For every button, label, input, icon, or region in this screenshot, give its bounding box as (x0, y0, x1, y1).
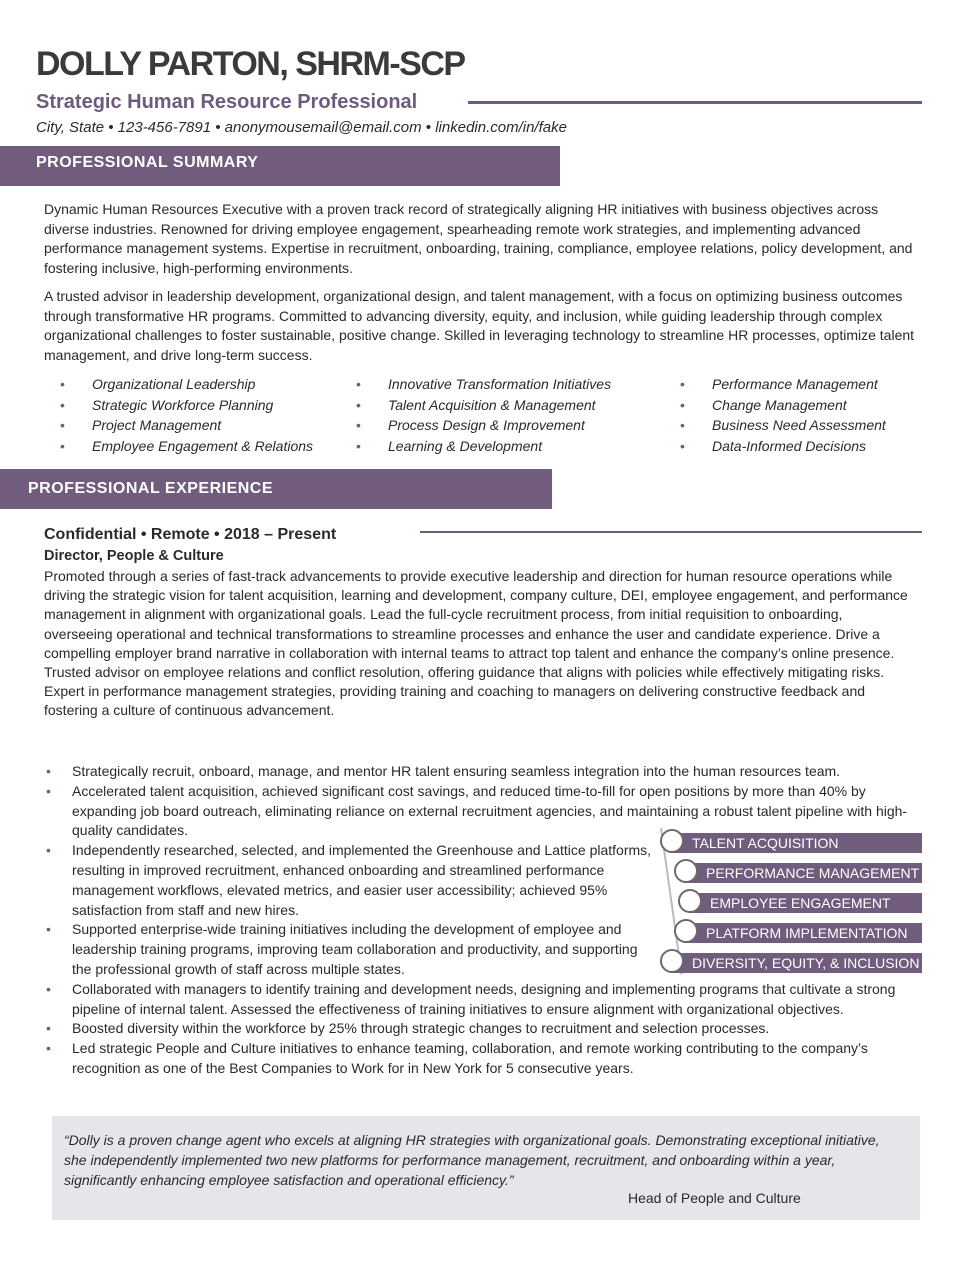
skills-column-1 (60, 374, 313, 456)
timeline-node-icon (660, 949, 684, 973)
achievement-item: • Accelerated talent acquisition, achieved significant cost savings, and reduced time-to-fill for open positions by more than 40% by expanding job board outreach, eliminating reliance on external recruitment agencies, and maintaining a robust talent pipeline with high-quality candidates. (46, 782, 922, 841)
title-divider (468, 101, 922, 104)
job-company-line: Confidential • Remote • 2018 – Present (44, 526, 337, 543)
skills-column-2 (356, 374, 611, 456)
achievement-item: • Collaborated with managers to identify training and development needs, designing and implementing programs that cultivate a strong pipeline of internal talent. Assessed the effectiveness of training initiatives to ensure alignment with organizational objectives. (46, 980, 922, 1020)
achievement-item: • Independently researched, selected, and implemented the Greenhouse and Lattice platforms, resulting in improved recruitment, enhanced onboarding and streamlined performance management workflows, elevated metrics, and easier user accessibility; achieved 95% satisfaction from staff and new hires. (46, 841, 652, 920)
skill-item: • Data-Informed Decisions (680, 436, 886, 457)
candidate-name: DOLLY PARTON, SHRM-SCP (36, 45, 465, 83)
skill-item: • Talent Acquisition & Management (356, 395, 611, 416)
timeline-item (660, 952, 922, 974)
professional-title: Strategic Human Resource Professional (36, 91, 418, 113)
timeline-label: PLATFORM IMPLEMENTATION (684, 923, 922, 943)
timeline-node-icon (674, 919, 698, 943)
testimonial-quote: “Dolly is a proven change agent who excels at aligning HR strategies with organizational goals. Demonstrating exceptional initiative, she independently implemented two new platforms for performance management, recruitment, and onboarding within a year, significantly enhancing employee satisfaction and operational efficiency.” (64, 1132, 880, 1188)
timeline-label: DIVERSITY, EQUITY, & INCLUSION (670, 953, 922, 973)
job-description: Promoted through a series of fast-track advancements to provide executive leadership and direction for human resource operations while driving the strategic vision for talent acquisition, learning and development, company culture, DEI, employee engagement, and performance management in alignment with organizational goals. Lead the full-cycle recruitment process, from initial requisition to onboarding, overseeing operational and technical transformations to streamline processes and enhance the user and candidate experience. Drive a compelling employer brand narrative in collaboration with internal teams to attract top talent and enhance the company’s online presence. Trusted advisor on employee relations and conflict resolution, offering guidance that aligns with policies while effectively mitigating risks. Expert in performance management strategies, providing training and coaching to managers on delivering constructive feedback and fostering a culture of continuous advancement. (44, 568, 908, 719)
summary-heading: PROFESSIONAL SUMMARY (0, 146, 560, 186)
achievement-item: • Boosted diversity within the workforce by 25% through strategic changes to recruitment and selection processes. (46, 1019, 922, 1039)
skills-column-3 (680, 374, 886, 456)
timeline-item (660, 832, 922, 854)
skill-item: • Strategic Workforce Planning (60, 395, 313, 416)
skill-item: • Innovative Transformation Initiatives (356, 374, 611, 395)
timeline-item (678, 892, 922, 914)
achievement-item: • Led strategic People and Culture initiatives to enhance teaming, collaboration, and remote working contributing to the company’s recognition as one of the Best Companies to Work for in New York for 5 consecutive years. (46, 1039, 922, 1079)
skill-item: • Employee Engagement & Relations (60, 436, 313, 457)
timeline-item (674, 922, 922, 944)
skill-item: • Learning & Development (356, 436, 611, 457)
summary-paragraph-1: Dynamic Human Resources Executive with a proven track record of strategically aligning HR initiatives with business objectives across diverse industries. Renowned for driving employee engagement, spearheading remote work strategies, and implementing advanced performance management systems. Expertise in recruitment, onboarding, training, compliance, employee relations, policy development, and fostering inclusive, high-performing environments. (44, 201, 913, 276)
timeline-node-icon (678, 889, 702, 913)
testimonial-box (52, 1116, 920, 1220)
experience-heading: PROFESSIONAL EXPERIENCE (0, 469, 552, 509)
timeline-node-icon (674, 859, 698, 883)
skill-item: • Process Design & Improvement (356, 415, 611, 436)
timeline-label: EMPLOYEE ENGAGEMENT (688, 893, 922, 913)
focus-areas-timeline (640, 826, 922, 976)
skill-item: • Organizational Leadership (60, 374, 313, 395)
achievement-item: • Strategically recruit, onboard, manage, and mentor HR talent ensuring seamless integration into the human resources team. (46, 762, 922, 782)
achievement-item: • Supported enterprise-wide training initiatives including the development of employee and leadership training programs, improving team collaboration and productivity, and supporting the professional growth of staff across multiple states. (46, 920, 652, 979)
job-title: Director, People & Culture (44, 548, 224, 564)
timeline-node-icon (660, 829, 684, 853)
contact-line: City, State • 123-456-7891 • anonymousemail@email.com • linkedin.com/in/fake (36, 119, 567, 136)
skill-item: • Business Need Assessment (680, 415, 886, 436)
summary-paragraph-2: A trusted advisor in leadership development, organizational design, and talent management, with a focus on optimizing business outcomes through transformative HR programs. Committed to advancing diversity, equity, and inclusion, while guiding leadership through complex organizational challenges to foster sustainable, positive change. Skilled in leveraging technology to streamline HR processes, optimize talent management, and drive long-term success. (44, 288, 915, 363)
skill-item: • Change Management (680, 395, 886, 416)
skill-item: • Performance Management (680, 374, 886, 395)
timeline-label: TALENT ACQUISITION (670, 833, 922, 853)
testimonial-attribution: Head of People and Culture (628, 1190, 801, 1206)
skill-item: • Project Management (60, 415, 313, 436)
timeline-label: PERFORMANCE MANAGEMENT (684, 863, 922, 883)
timeline-item (674, 862, 922, 884)
job-divider (420, 531, 922, 533)
